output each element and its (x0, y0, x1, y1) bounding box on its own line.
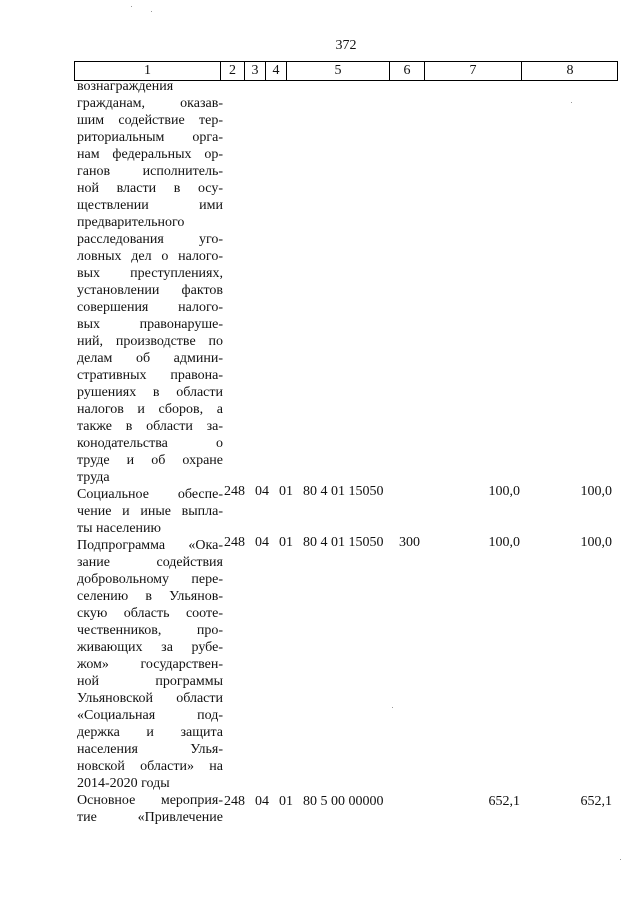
text-line: ной власти в осу- (77, 181, 223, 196)
text-line: вых правонаруше- (77, 317, 223, 332)
text-line: живающих за рубе- (77, 640, 223, 655)
text-line: конодательства о (77, 436, 223, 451)
text-line: ловных дел о налого- (77, 249, 223, 264)
text-line: скую область сооте- (77, 606, 223, 621)
text-line: держка и защита (77, 725, 223, 740)
table-cell-c8: 652,1 (580, 794, 612, 809)
text-line: нам федеральных ор- (77, 147, 223, 162)
text-line: риториальным орга- (77, 130, 223, 145)
header-col-3: 3 (251, 63, 259, 78)
text-line: «Социальная под- (77, 708, 223, 723)
table-cell-c4: 01 (279, 794, 293, 809)
table-cell-c7: 100,0 (488, 484, 520, 499)
text-line: чение и иные выпла- (77, 504, 223, 519)
table-cell-c3: 04 (255, 535, 269, 550)
text-line: труда (77, 470, 110, 485)
text-line: жом» государствен- (77, 657, 223, 672)
text-line: Социальное обеспе- (77, 487, 223, 502)
text-line: совершения налого- (77, 300, 223, 315)
table-cell-c4: 01 (279, 535, 293, 550)
table-cell-c8: 100,0 (580, 535, 612, 550)
text-line: труде и об охране (77, 453, 223, 468)
header-col-4: 4 (272, 63, 280, 78)
table-cell-c5: 80 4 01 15050 (303, 535, 384, 550)
text-line: расследования уго- (77, 232, 223, 247)
table-cell-c2: 248 (224, 484, 245, 499)
text-line: новской области» на (77, 759, 223, 774)
text-line: ганов исполнитель- (77, 164, 223, 179)
text-line: вых преступлениях, (77, 266, 223, 281)
table-cell-c5: 80 4 01 15050 (303, 484, 384, 499)
table-cell-c7: 652,1 (488, 794, 520, 809)
text-line: 2014-2020 годы (77, 776, 170, 791)
text-line: ний, производстве по (77, 334, 223, 349)
header-col-6: 6 (403, 63, 411, 78)
text-line: Подпрограмма «Ока- (77, 538, 223, 553)
text-line: установлении фактов (77, 283, 223, 298)
text-line: зание содействия (77, 555, 223, 570)
table-cell-c6: 300 (399, 535, 420, 550)
text-line: шим содействие тер- (77, 113, 223, 128)
text-line: чественников, про- (77, 623, 223, 638)
table-cell-c4: 01 (279, 484, 293, 499)
page-number: 372 (335, 38, 357, 53)
table-cell-c3: 04 (255, 794, 269, 809)
header-col-2: 2 (229, 63, 236, 78)
text-line: гражданам, оказав- (77, 96, 223, 111)
text-line: налогов и сборов, а (77, 402, 223, 417)
table-cell-c7: 100,0 (488, 535, 520, 550)
text-line: ществлении ими (77, 198, 223, 213)
table-cell-c2: 248 (224, 794, 245, 809)
text-line: Ульяновской области (77, 691, 223, 706)
header-col-1: 1 (144, 63, 151, 78)
text-line: ты населению (77, 521, 161, 536)
text-line: ной программы (77, 674, 223, 689)
table-cell-c5: 80 5 00 00000 (303, 794, 384, 809)
text-line: тие «Привлечение (77, 810, 223, 825)
row-description-column (77, 78, 223, 826)
text-line: предварительного (77, 215, 185, 230)
header-col-5: 5 (334, 63, 342, 78)
header-col-7: 7 (469, 63, 477, 78)
table-cell-c8: 100,0 (580, 484, 612, 499)
text-line: делам об админи- (77, 351, 223, 366)
text-line: также в области за- (77, 419, 223, 434)
text-line: селению в Ульянов- (77, 589, 223, 604)
header-col-8: 8 (566, 63, 574, 78)
text-line: добровольному пере- (77, 572, 223, 587)
text-line: вознаграждения (77, 79, 174, 94)
text-line: населения Улья- (77, 742, 223, 757)
text-line: стративных правона- (77, 368, 223, 383)
table-cell-c3: 04 (255, 484, 269, 499)
text-line: Основное мероприя- (77, 793, 223, 808)
text-line: рушениях в области (77, 385, 223, 400)
table-cell-c2: 248 (224, 535, 245, 550)
